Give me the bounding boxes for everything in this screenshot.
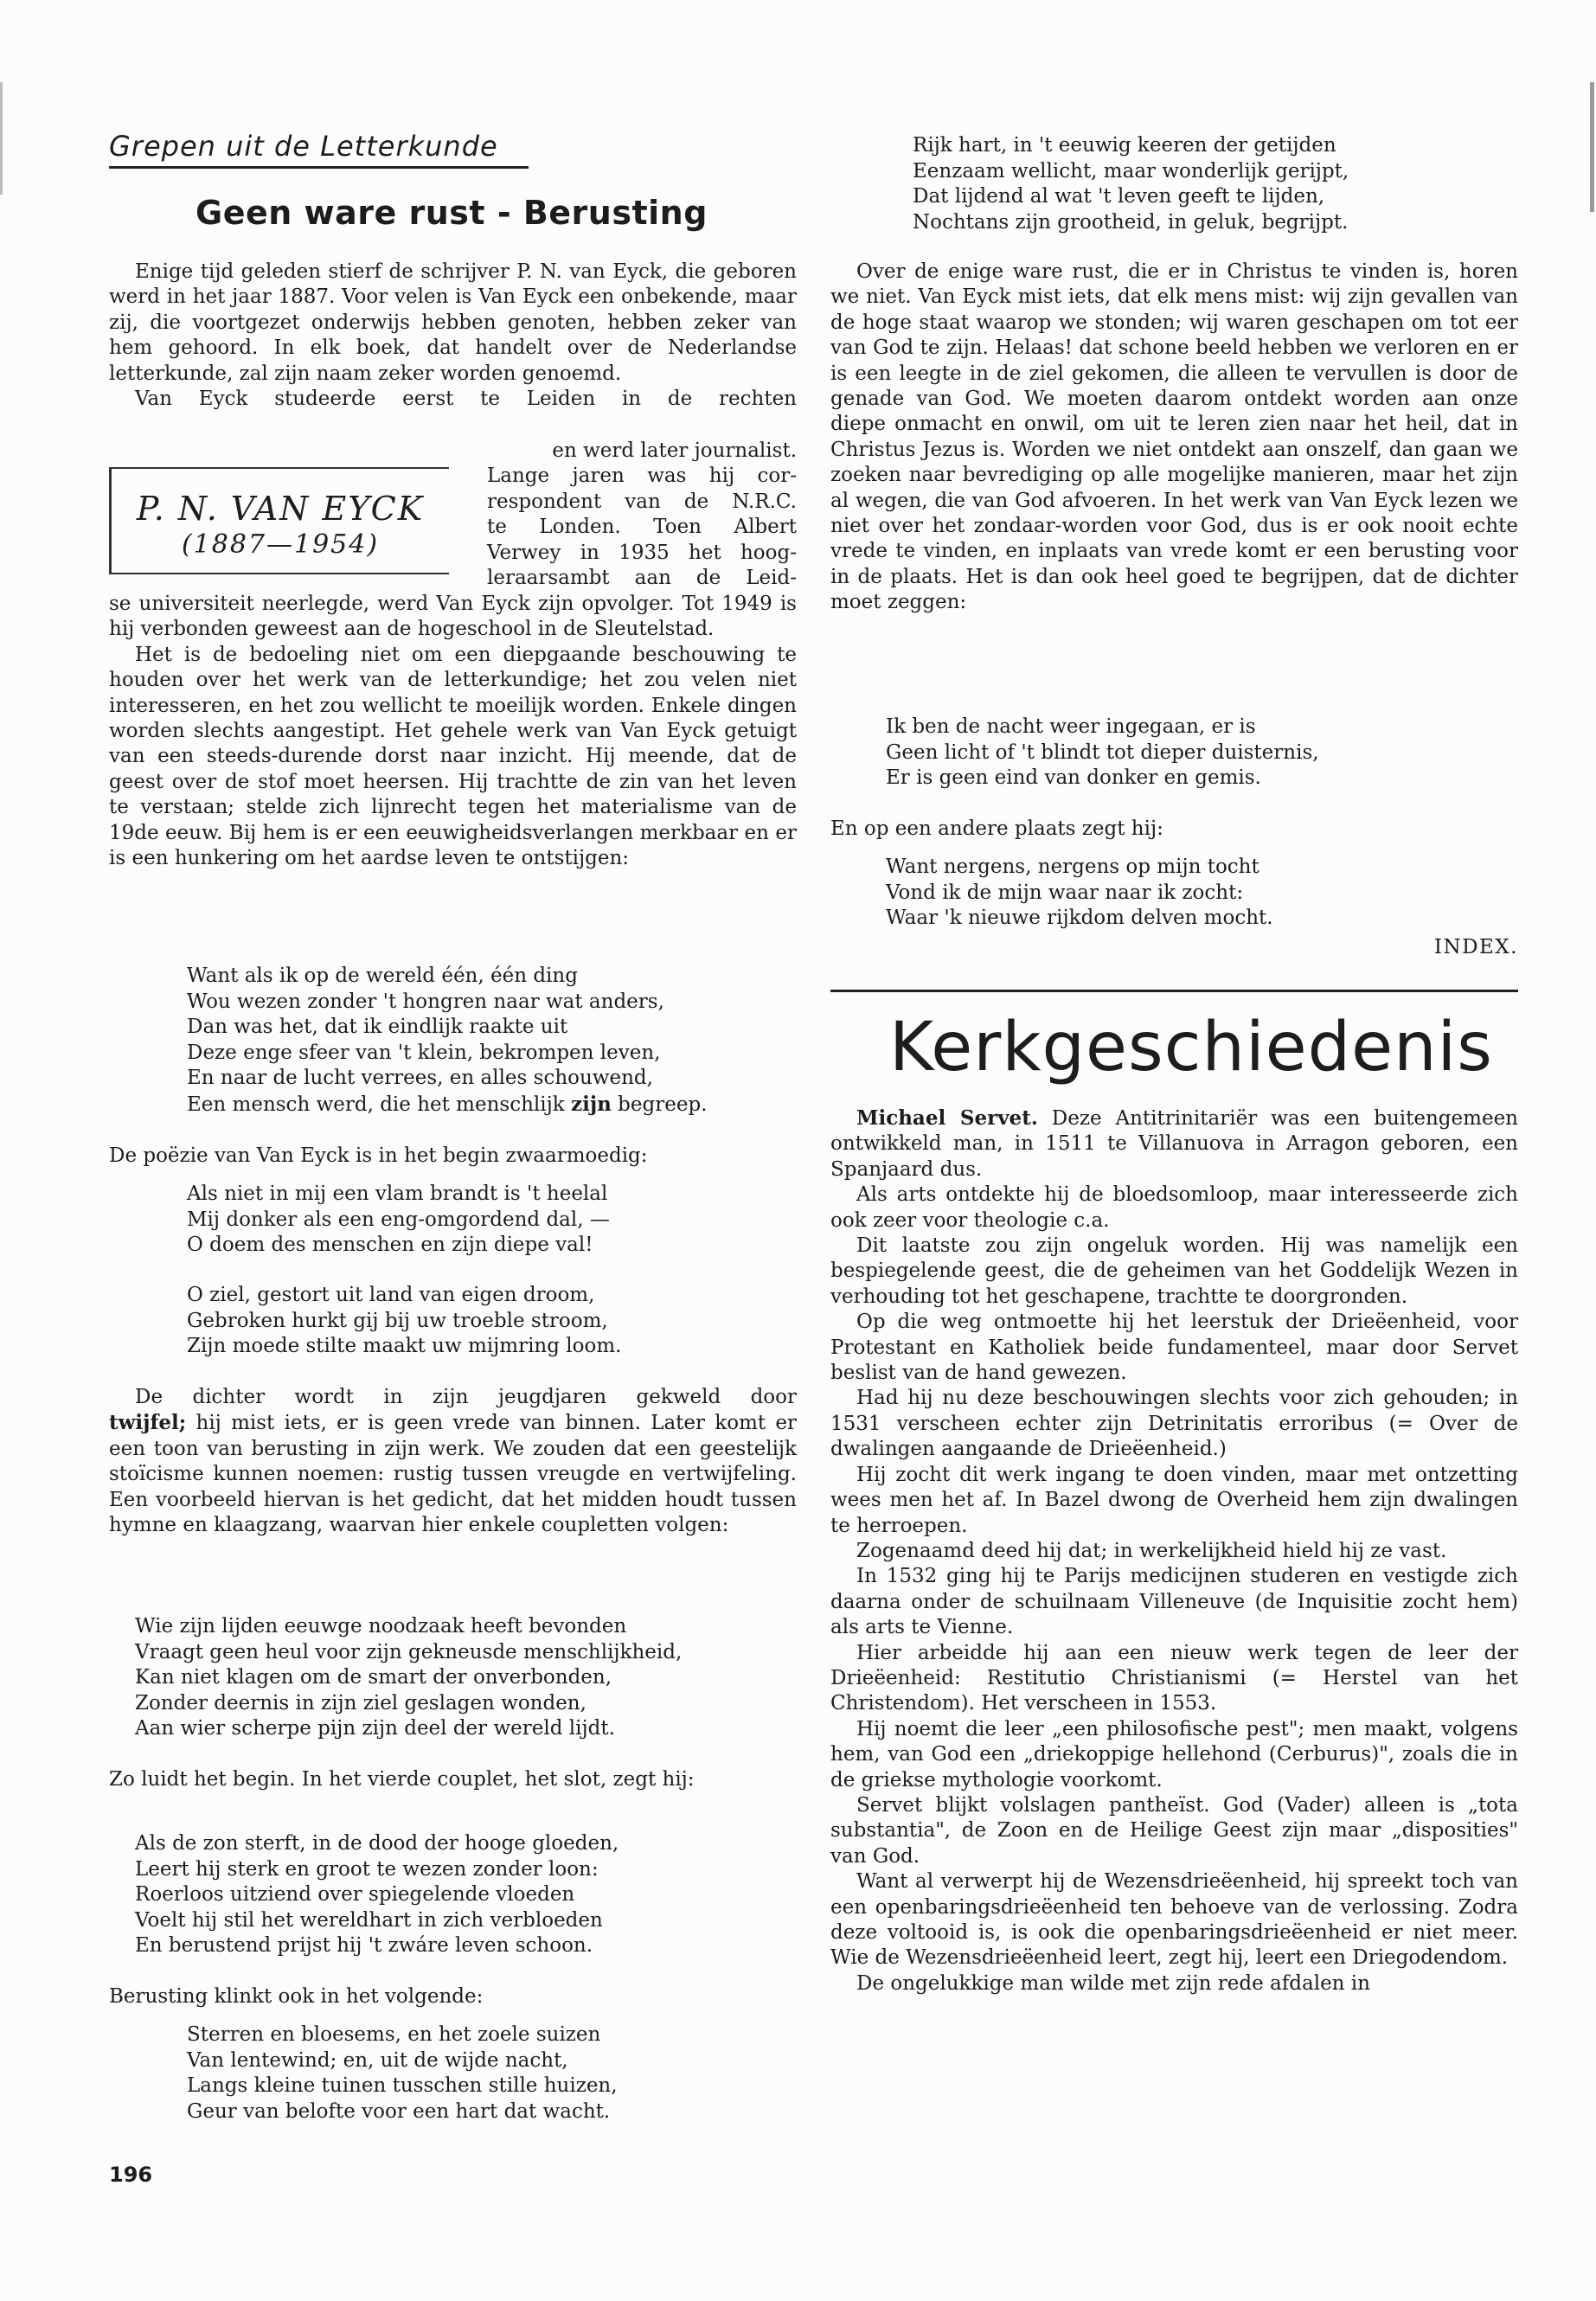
para2-start: Van Eyck studeerde eerst te Leiden in de rechten [135, 388, 797, 411]
wrap-line: Verwey in 1935 het hoog- [487, 541, 797, 564]
poem-4 [135, 1831, 619, 1959]
poem-line: Wie zijn lijden eeuwge noodzaak heeft bevonden [135, 1615, 627, 1638]
poem-line: Als de zon sterft, in de dood der hooge gloeden, [135, 1832, 619, 1855]
para4 [109, 1144, 797, 1169]
kerk-paragraph: Op die weg ontmoette hij het leerstuk der Drieëenheid, voor Protestant en Katholiek beide fundamenteel, maar door Servet beslist van de hand gewezen. [830, 1311, 1518, 1385]
article-signature: INDEX. [1433, 936, 1518, 958]
intro-text: Enige tijd geleden stierf de schrijver P. N. van Eyck, die geboren werd in het jaar 1887. Voor velen is Van Eyck een onbekende, maar zij, die voortgezet onderwijs hebben genoten, hebben zeker van hem gehoord. In elk boek, dat handelt over de Nederlandse letterkunde, zal zijn naam zeker worden genoemd. [109, 260, 797, 385]
kerk-paragraph: Had hij nu deze beschouwingen slechts voor zich gehouden; in 1531 verscheen echter zijn Detrinitatis erroribus (= Over de dwalingen aangaande de Drieëenheid.) [830, 1387, 1518, 1461]
poem-line: Ik ben de nacht weer ingegaan, er is [886, 715, 1256, 738]
poem-7 [886, 715, 1319, 792]
para5-bold: twijfel; [109, 1411, 187, 1435]
page-number: 196 [109, 2163, 153, 2187]
poem-line: En naar de lucht verrees, en alles schouwend, [187, 1067, 653, 1090]
poem-line: Vraagt geen heul voor zijn gekneusde menschlijkheid, [135, 1640, 683, 1663]
poem-line-last [187, 1092, 797, 1118]
kerk-paragraph: Zogenaamd deed hij dat; in werkelijkheid hield hij ze vast. [856, 1539, 1447, 1562]
poem-line: Eenzaam wellicht, maar wonderlijk gerijpt, [913, 159, 1349, 183]
author-name-box [109, 467, 449, 574]
poem-line: Geen licht of 't blindt tot dieper duisternis, [886, 740, 1319, 764]
poem-line: Want nergens, nergens op mijn tocht [886, 856, 1259, 878]
kerk-paragraph: Dit laatste zou zijn ongeluk worden. Hij was namelijk een bespiegelende geest, die de geheimen van het Goddelijk Wezen in verhouding tot het geschapene, trachtte te doorgronden. [830, 1234, 1518, 1308]
section-divider [830, 990, 1518, 992]
poem-line: Langs kleine tuinen tusschen stille huizen, [187, 2074, 618, 2098]
poem-bold-word: zijn [571, 1092, 612, 1116]
wrap-line: te Londen. Toen Albert [487, 516, 797, 539]
poem-line: Vond ik de mijn waar naar ik zocht: [886, 881, 1244, 904]
para7-text: Berusting klinkt ook in het volgende: [109, 1985, 484, 2008]
poem-line: Wou wezen zonder 't hongren naar wat anders, [187, 990, 664, 1013]
article-title: Geen ware rust - Berusting [195, 194, 708, 232]
wrap-line: leraarsambt aan de Leid- [487, 567, 797, 590]
kerk-paragraph: Hij zocht dit werk ingang te doen vinden, maar met ontzetting wees men het af. In Bazel dwong de Overheid hem zijn dwalingen te herroepen. [830, 1463, 1518, 1537]
para2-rest: se universiteit neerlegde, werd Van Eyck zijn opvolger. Tot 1949 is hij verbonden geweest aan de hogeschool in de Sleutelstad. [109, 593, 797, 641]
intro-paragraph [109, 260, 797, 412]
kerk-body [830, 1106, 1518, 1997]
poem-line: Sterren en bloesems, en het zoele suizen [187, 2023, 601, 2046]
poem-line: Van lentewind; en, uit de wijde nacht, [187, 2048, 568, 2072]
kerk-paragraph: Want al verwerpt hij de Wezensdrieëenheid, hij spreekt toch van een openbaringsdrieëenheid ten behoeve van de verlossing. Zodra deze voltooid is, is ook die openbaringsdrieëenheid er niet meer. Wie de Wezensdrieëenheid leert, zegt hij, leert een Driegodendom. [830, 1870, 1518, 1970]
para9-text: En op een andere plaats zegt hij: [830, 817, 1163, 840]
poem-line: Roerloos uitziend over spiegelende vloeden [135, 1883, 575, 1907]
main-body-left [109, 592, 797, 871]
poem-line: Aan wier scherpe pijn zijn deel der wereld lijdt. [135, 1717, 615, 1740]
para6-text: Zo luidt het begin. In het vierde couplet, het slot, zegt hij: [109, 1768, 695, 1791]
poem-8 [886, 855, 1273, 932]
wrap-line: en werd later journalist. [552, 439, 797, 462]
para5 [109, 1385, 797, 1538]
poem-line: Want als ik op de wereld één, één ding [187, 965, 578, 987]
kerk-paragraph: Hier arbeidde hij aan een nieuw werk tegen de leer der Drieëenheid: Restitutio Christianismi (= Herstel van het Christendom). Het verscheen in 1553. [830, 1641, 1518, 1715]
poem-line: Nochtans zijn grootheid, in geluk, begrijpt. [913, 210, 1349, 234]
scan-edge-right [1590, 82, 1594, 212]
kerk-lead-bold: Michael Servet. [856, 1106, 1038, 1130]
poem-line: Mij donker als een eng-omgordend dal, — [187, 1208, 610, 1231]
poem-3 [135, 1614, 682, 1742]
para8 [830, 260, 1518, 616]
section-label: Grepen uit de Letterkunde [109, 130, 529, 169]
kerk-paragraph: Servet blijkt volslagen pantheïst. God (Vader) alleen is „tota substantia", de Zoon en de Heilige Geest zijn maar „disposities" van God. [830, 1793, 1518, 1868]
para5-cont [109, 1410, 797, 1538]
wrap-line: respondent van de N.R.C. [487, 490, 797, 513]
poem-line: Deze enge sfeer van 't klein, bekrompen leven, [187, 1041, 661, 1064]
poem-line: Gebroken hurkt gij bij uw troeble stroom, [187, 1309, 608, 1332]
kerk-paragraph: In 1532 ging hij te Parijs medicijnen studeren en vestigde zich daarna onder de schuilnaam Villeneuve (de Inquisitie zocht hem) als arts te Vienne. [830, 1565, 1518, 1639]
poem-text: Een mensch werd, die het menschlijk [187, 1093, 572, 1116]
poem-line: Zijn moede stilte maakt uw mijmring loom. [187, 1335, 622, 1358]
poem-line: Rijk hart, in 't eeuwig keeren der getijden [913, 134, 1336, 157]
poem-line: Zonder deernis in zijn ziel geslagen wonden, [135, 1691, 586, 1715]
poem-2a [187, 1182, 610, 1259]
para5-rest: hij mist iets, er is geen vrede van binnen. Later komt er een toon van berusting in zijn werk. We zouden dat een geestelijk stoïcisme kunnen noemen: rustig tussen vreugde en vertwijfeling. Een voorbeeld hiervan is het gedicht, dat het midden houdt tussen hymne en klaagzang, waarvan hier enkele coupletten volgen: [109, 1412, 797, 1537]
poem-line: Er is geen eind van donker en gemis. [886, 766, 1261, 790]
poem-line: Kan niet klagen om de smart der onverbonden, [135, 1666, 612, 1689]
kerk-paragraph: De ongelukkige man wilde met zijn rede afdalen in [856, 1971, 1370, 1995]
para9 [830, 817, 1518, 842]
scan-edge-left [0, 82, 3, 195]
poem-line: Als niet in mij een vlam brandt is 't heelal [187, 1183, 608, 1205]
para3: Het is de bedoeling niet om een diepgaande beschouwing te houden over het werk van de letterkundige; het zou velen niet interesseren, en het zou wellicht te moeilijk worden. Enkele dingen worden slechts aangestipt. Het gehele werk van Van Eyck getuigt van een steeds-durende dorst naar inzicht. Hij meende, dat de geest over de stof moet heersen. Hij trachtte de zin van het leven te verstaan; stelde zich lijnrecht tegen het materialisme van de 19de eeuw. Bij hem is er een eeuwigheidsverlangen merkbaar en er is een hunkering om het aardse leven te ontstijgen: [109, 643, 797, 870]
poem-line: En berustend prijst hij 't zwáre leven schoon. [135, 1934, 593, 1958]
poem-line: O ziel, gestort uit land van eigen droom, [187, 1284, 595, 1306]
para5-start: De dichter wordt in zijn jeugdjaren gekweld door [135, 1386, 797, 1408]
wrap-line: Lange jaren was hij cor- [487, 465, 797, 488]
para8-text: Over de enige ware rust, die er in Christus te vinden is, horen we niet. Van Eyck mist iets, dat elk mens mist: wij zijn gevallen van de hoge staat waarop we stonden; wij waren geschapen om tot eer van God te zijn. Helaas! dat schone beeld hebben we verloren en er is een leegte in de ziel gekomen, die alleen te vervullen is door de genade van God. We moeten daarom ontdekt worden aan onze diepe onmacht en onwil, om uit te leren zien naar het heil, dat in Christus Jezus is. Worden we niet ontdekt aan onszelf, dan gaan we zoeken naar bevrediging op alle mogelijke manieren, maar het zijn al wegen, die van God afvoeren. In het werk van Van Eyck lezen we niet over het zondaar-worden voor God, dus is er ook nooit echte vrede te vinden, en inplaats van vrede komt er een berusting voor in de plaats. Het is dan ook heel goed te begrijpen, dat de dichter moet zeggen: [830, 260, 1518, 614]
poem-text: begreep. [611, 1093, 708, 1116]
poem-line: Dan was het, dat ik eindlijk raakte uit [187, 1016, 568, 1039]
poem-line: Waar 'k nieuwe rijkdom delven mocht. [886, 907, 1273, 930]
poem-line: Leert hij sterk en groot te wezen zonder loon: [135, 1857, 599, 1881]
author-name: P. N. VAN EYCK [136, 490, 425, 528]
poem-5 [187, 2022, 618, 2125]
poem-line: O doem des menschen en zijn diepe val! [187, 1234, 593, 1257]
poem-line: Geur van belofte voor een hart dat wacht. [187, 2099, 611, 2123]
poem-1 [187, 964, 797, 1118]
kerk-lead-text: Deze Antitrinitariër was een buitengemeen ontwikkeld man, in 1511 te Villanuova in Arragon geboren, een Spanjaard dus. [830, 1107, 1518, 1181]
poem-2b [187, 1283, 621, 1360]
para4-text: De poëzie van Van Eyck is in het begin zwaarmoedig: [109, 1144, 648, 1167]
author-dates: (1887—1954) [181, 529, 380, 560]
poem-line: Voelt hij stil het wereldhart in zich verbloeden [135, 1908, 603, 1932]
para6 [109, 1767, 797, 1792]
para7 [109, 1984, 797, 2009]
kerk-paragraph: Als arts ontdekte hij de bloedsomloop, maar interesseerde zich ook zeer voor theologie c.a. [830, 1183, 1518, 1232]
poem-line: Dat lijdend al wat 't leven geeft te lijden, [913, 185, 1325, 208]
kerk-title: Kerkgeschiedenis [889, 1009, 1493, 1086]
poem-6 [913, 133, 1349, 235]
para2-wrap [487, 439, 797, 591]
kerk-paragraph: Hij noemt die leer „een philosofische pest"; men maakt, volgens hem, van God een „driekoppige hellehond (Cerburus)", zoals die in de griekse mythologie voorkomt. [830, 1717, 1518, 1791]
kerk-lead [830, 1106, 1518, 1183]
